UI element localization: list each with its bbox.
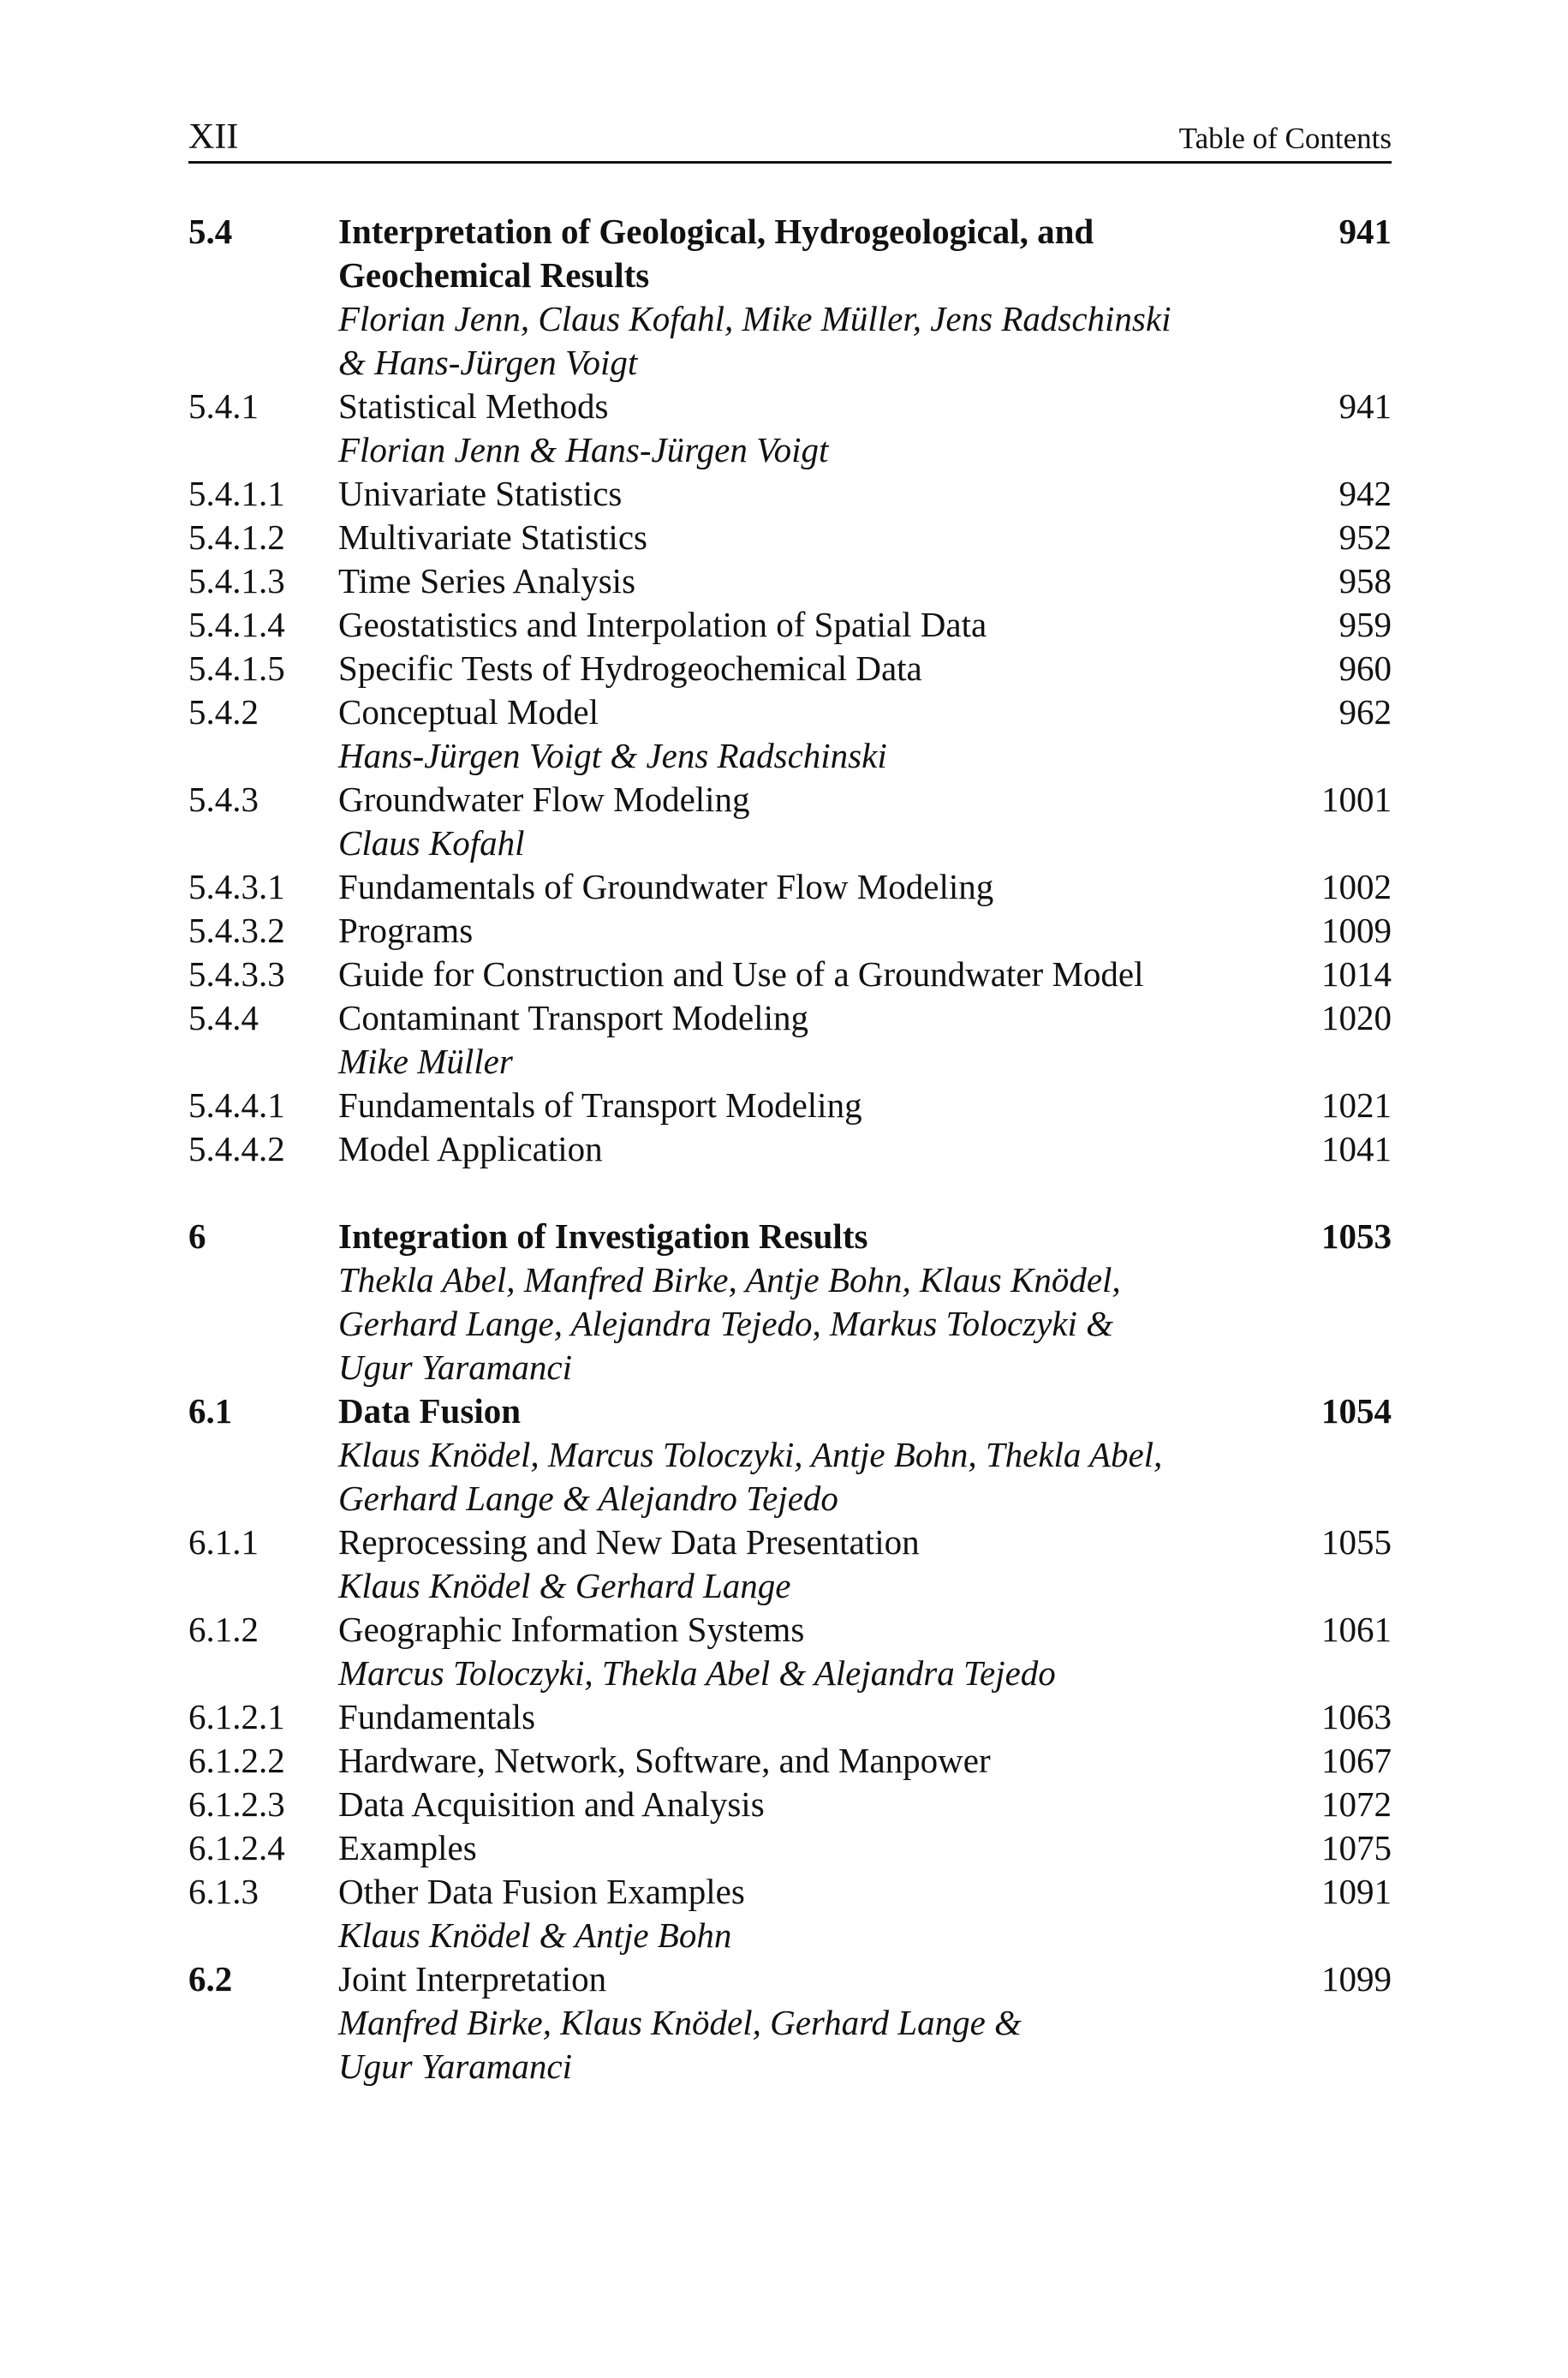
section-page: 1055 (1321, 1522, 1392, 1562)
toc-entry-6-1-1 (188, 1521, 1392, 1564)
section-page: 958 (1338, 561, 1392, 600)
section-number: 6.1.3 (188, 1872, 259, 1911)
section-authors-continued: Gerhard Lange & Alejandro Tejedo (338, 1479, 838, 1518)
section-page: 1061 (1321, 1610, 1392, 1649)
section-title: Groundwater Flow Modeling (338, 780, 750, 819)
section-title: Model Application (338, 1129, 603, 1168)
section-number: 6.1.2.1 (188, 1697, 285, 1736)
section-page: 1072 (1321, 1784, 1392, 1824)
section-number: 6.1.1 (188, 1522, 259, 1562)
chapter-authors-continued: Ugur Yaramanci (338, 1347, 573, 1387)
section-number: 5.4.1.1 (188, 474, 285, 513)
section-page: 962 (1338, 692, 1392, 732)
toc-authors-5-4-1 (188, 428, 1392, 472)
toc-entry-6-1-2-3 (188, 1783, 1392, 1826)
section-number: 6.1.2.4 (188, 1828, 285, 1867)
section-page: 1009 (1321, 911, 1392, 950)
chapter-authors-continued: Gerhard Lange, Alejandra Tejedo, Markus Toloczyki & (338, 1304, 1114, 1343)
chapter-title: Integration of Investigation Results (338, 1216, 868, 1256)
section-number: 5.4.1 (188, 386, 259, 426)
section-number: 6.2 (188, 1959, 233, 1999)
toc-entry-5-4-3 (188, 778, 1392, 822)
toc-entry-5-4-4 (188, 996, 1392, 1040)
toc-entry-5-4-3-3 (188, 953, 1392, 996)
table-of-contents (188, 210, 1392, 2088)
toc-entry-5-4-4-1 (188, 1084, 1392, 1127)
toc-authors-6-1-1 (188, 1564, 1392, 1608)
section-page: 941 (1338, 386, 1392, 426)
section-title: Fundamentals of Transport Modeling (338, 1085, 862, 1125)
toc-entry-5-4-1-2 (188, 516, 1392, 559)
toc-authors-6-2-line1 (188, 2001, 1392, 2045)
section-number: 5.4.3.2 (188, 911, 285, 950)
section-title: Hardware, Network, Software, and Manpower (338, 1741, 991, 1780)
section-page: 1014 (1321, 954, 1392, 994)
toc-entry-6-1 (188, 1389, 1392, 1433)
section-authors-continued: & Hans-Jürgen Voigt (338, 343, 638, 382)
section-title: Multivariate Statistics (338, 517, 647, 557)
section-number: 6.1.2.3 (188, 1784, 285, 1824)
section-number: 5.4.1.4 (188, 605, 285, 644)
section-title: Contaminant Transport Modeling (338, 998, 808, 1037)
toc-entry-6-2 (188, 1957, 1392, 2001)
section-page: 1041 (1321, 1129, 1392, 1168)
section-title: Programs (338, 911, 474, 950)
section-number: 6.1.2.2 (188, 1741, 285, 1780)
section-authors: Manfred Birke, Klaus Knödel, Gerhard Lange & (338, 2003, 1022, 2042)
section-number: 5.4.1.2 (188, 517, 285, 557)
section-title: Data Fusion (338, 1391, 522, 1431)
section-title-continued: Geochemical Results (338, 255, 650, 295)
section-page: 1091 (1321, 1872, 1392, 1911)
section-gap (188, 1171, 1392, 1215)
section-page: 1001 (1321, 780, 1392, 819)
toc-entry-6 (188, 1215, 1392, 1258)
toc-authors-6-1-3 (188, 1914, 1392, 1957)
section-number: 5.4.3 (188, 780, 259, 819)
toc-authors-6-1-2 (188, 1652, 1392, 1695)
section-page: 959 (1338, 605, 1392, 644)
toc-entry-5-4 (188, 210, 1392, 254)
chapter-number: 6 (188, 1216, 206, 1256)
section-title: Interpretation of Geological, Hydrogeological, and (338, 212, 1094, 251)
section-authors: Florian Jenn & Hans-Jürgen Voigt (338, 430, 829, 469)
section-title: Time Series Analysis (338, 561, 636, 600)
toc-authors-5-4-cont (188, 341, 1392, 385)
section-authors: Mike Müller (338, 1042, 513, 1081)
toc-entry-5-4-1 (188, 385, 1392, 428)
toc-entry-5-4-1-1 (188, 472, 1392, 516)
section-number: 5.4.4.1 (188, 1085, 285, 1125)
toc-entry-6-1-2-4 (188, 1826, 1392, 1870)
page-number-roman: XII (188, 117, 239, 157)
toc-entry-5-4-4-2 (188, 1127, 1392, 1171)
section-number: 5.4.1.3 (188, 561, 285, 600)
toc-authors-6-line3 (188, 1346, 1392, 1389)
section-title: Joint Interpretation (338, 1959, 607, 1999)
toc-entry-6-1-2-1 (188, 1695, 1392, 1739)
section-number: 5.4.4.2 (188, 1129, 285, 1168)
toc-authors-6-line2 (188, 1302, 1392, 1346)
section-title: Examples (338, 1828, 477, 1867)
section-authors: Klaus Knödel & Gerhard Lange (338, 1566, 791, 1605)
toc-authors-5-4-2 (188, 734, 1392, 778)
section-authors: Marcus Toloczyki, Thekla Abel & Alejandra Tejedo (338, 1653, 1056, 1693)
toc-entry-5-4-1-3 (188, 559, 1392, 603)
section-title: Fundamentals of Groundwater Flow Modeling (338, 867, 994, 906)
section-page: 1099 (1321, 1959, 1392, 1999)
section-page: 1054 (1321, 1391, 1392, 1431)
section-page: 1020 (1321, 998, 1392, 1037)
section-authors: Klaus Knödel & Antje Bohn (338, 1915, 732, 1955)
section-page: 1075 (1321, 1828, 1392, 1867)
toc-entry-5-4-2 (188, 690, 1392, 734)
section-page: 942 (1338, 474, 1392, 513)
section-title: Geographic Information Systems (338, 1610, 805, 1649)
section-page: 1021 (1321, 1085, 1392, 1125)
section-authors-continued: Ugur Yaramanci (338, 2046, 573, 2086)
section-authors: Hans-Jürgen Voigt & Jens Radschinski (338, 736, 887, 775)
toc-authors-5-4-4 (188, 1040, 1392, 1084)
section-number: 6.1.2 (188, 1610, 259, 1649)
section-authors: Claus Kofahl (338, 823, 525, 863)
section-number: 5.4.4 (188, 998, 259, 1037)
section-number: 5.4.3.1 (188, 867, 285, 906)
section-authors: Klaus Knödel, Marcus Toloczyki, Antje Bohn, Thekla Abel, (338, 1435, 1163, 1474)
toc-entry-6-1-2-2 (188, 1739, 1392, 1783)
section-title: Guide for Construction and Use of a Groundwater Model (338, 954, 1144, 994)
section-page: 952 (1338, 517, 1392, 557)
section-title: Other Data Fusion Examples (338, 1872, 745, 1911)
toc-authors-6-1-line2 (188, 1477, 1392, 1521)
section-number: 5.4.2 (188, 692, 259, 732)
section-page: 1002 (1321, 867, 1392, 906)
section-title: Fundamentals (338, 1697, 536, 1736)
section-title: Specific Tests of Hydrogeochemical Data (338, 648, 922, 688)
toc-authors-5-4 (188, 297, 1392, 341)
section-title: Univariate Statistics (338, 474, 623, 513)
section-title: Data Acquisition and Analysis (338, 1784, 765, 1824)
toc-entry-6-1-3 (188, 1870, 1392, 1914)
chapter-authors: Thekla Abel, Manfred Birke, Antje Bohn, Klaus Knödel, (338, 1260, 1121, 1300)
section-page: 1067 (1321, 1741, 1392, 1780)
section-authors: Florian Jenn, Claus Kofahl, Mike Müller, Jens Radschinski (338, 299, 1172, 338)
toc-entry-6-1-2 (188, 1608, 1392, 1652)
section-page: 960 (1338, 648, 1392, 688)
toc-entry-5-4-1-4 (188, 603, 1392, 647)
toc-entry-5-4-3-1 (188, 865, 1392, 909)
toc-authors-6-1-line1 (188, 1433, 1392, 1477)
toc-entry-5-4-3-2 (188, 909, 1392, 953)
section-title: Statistical Methods (338, 386, 609, 426)
page-header (188, 110, 1392, 164)
section-number: 5.4 (188, 212, 233, 251)
section-number: 5.4.1.5 (188, 648, 285, 688)
section-title: Geostatistics and Interpolation of Spatial Data (338, 605, 987, 644)
running-title: Table of Contents (1178, 122, 1392, 155)
chapter-page: 1053 (1321, 1216, 1392, 1256)
section-title: Conceptual Model (338, 692, 599, 732)
section-number: 6.1 (188, 1391, 233, 1431)
section-number: 5.4.3.3 (188, 954, 285, 994)
section-page: 1063 (1321, 1697, 1392, 1736)
toc-entry-5-4-1-5 (188, 647, 1392, 690)
section-page: 941 (1338, 212, 1392, 251)
toc-authors-6-2-line2 (188, 2045, 1392, 2088)
toc-authors-5-4-3 (188, 822, 1392, 865)
section-title: Reprocessing and New Data Presentation (338, 1522, 920, 1562)
toc-entry-5-4-title-cont (188, 254, 1392, 297)
toc-authors-6-line1 (188, 1258, 1392, 1302)
